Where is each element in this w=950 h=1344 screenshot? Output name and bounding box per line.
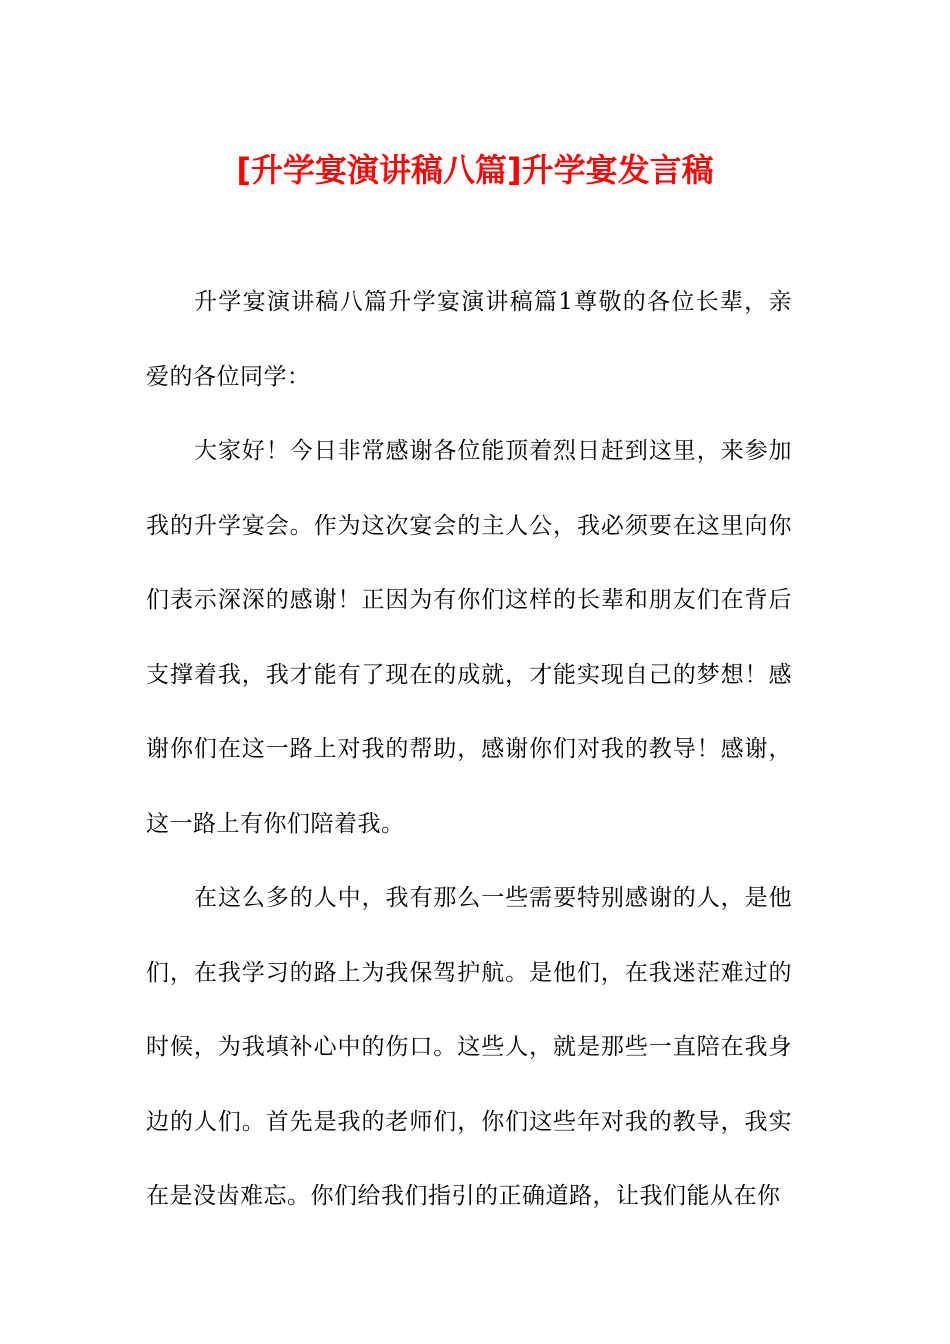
document-title: [升学宴演讲稿八篇]升学宴发言稿 <box>236 151 714 189</box>
paragraph-1: 升学宴演讲稿八篇升学宴演讲稿篇1尊敬的各位长辈，亲爱的各位同学： <box>146 289 792 390</box>
paragraph-2: 大家好！今日非常感谢各位能顶着烈日赶到这里，来参加我的升学宴会。作为这次宴会的主人公，我必须要在这里向你们表示深深的感谢！正因为有你们这样的长辈和朋友们在背后支撑着我，我才能有了现在的成就，才能实现自己的梦想！感谢你们在这一路上对我的帮助，感谢你们对我的教导！感谢，这一路上有你们陪着我。 <box>146 438 792 837</box>
paragraph-3: 在这么多的人中，我有那么一些需要特别感谢的人，是他们，在我学习的路上为我保驾护航。是他们，在我迷茫难过的时候，为我填补心中的伤口。这些人，就是那些一直陪在我身边的人们。首先是我的老师们，你们这些年对我的教导，我实在是没齿难忘。你们给我们指引的正确道路，让我们能从在你 <box>146 885 792 1209</box>
document-body <box>146 265 792 1234</box>
